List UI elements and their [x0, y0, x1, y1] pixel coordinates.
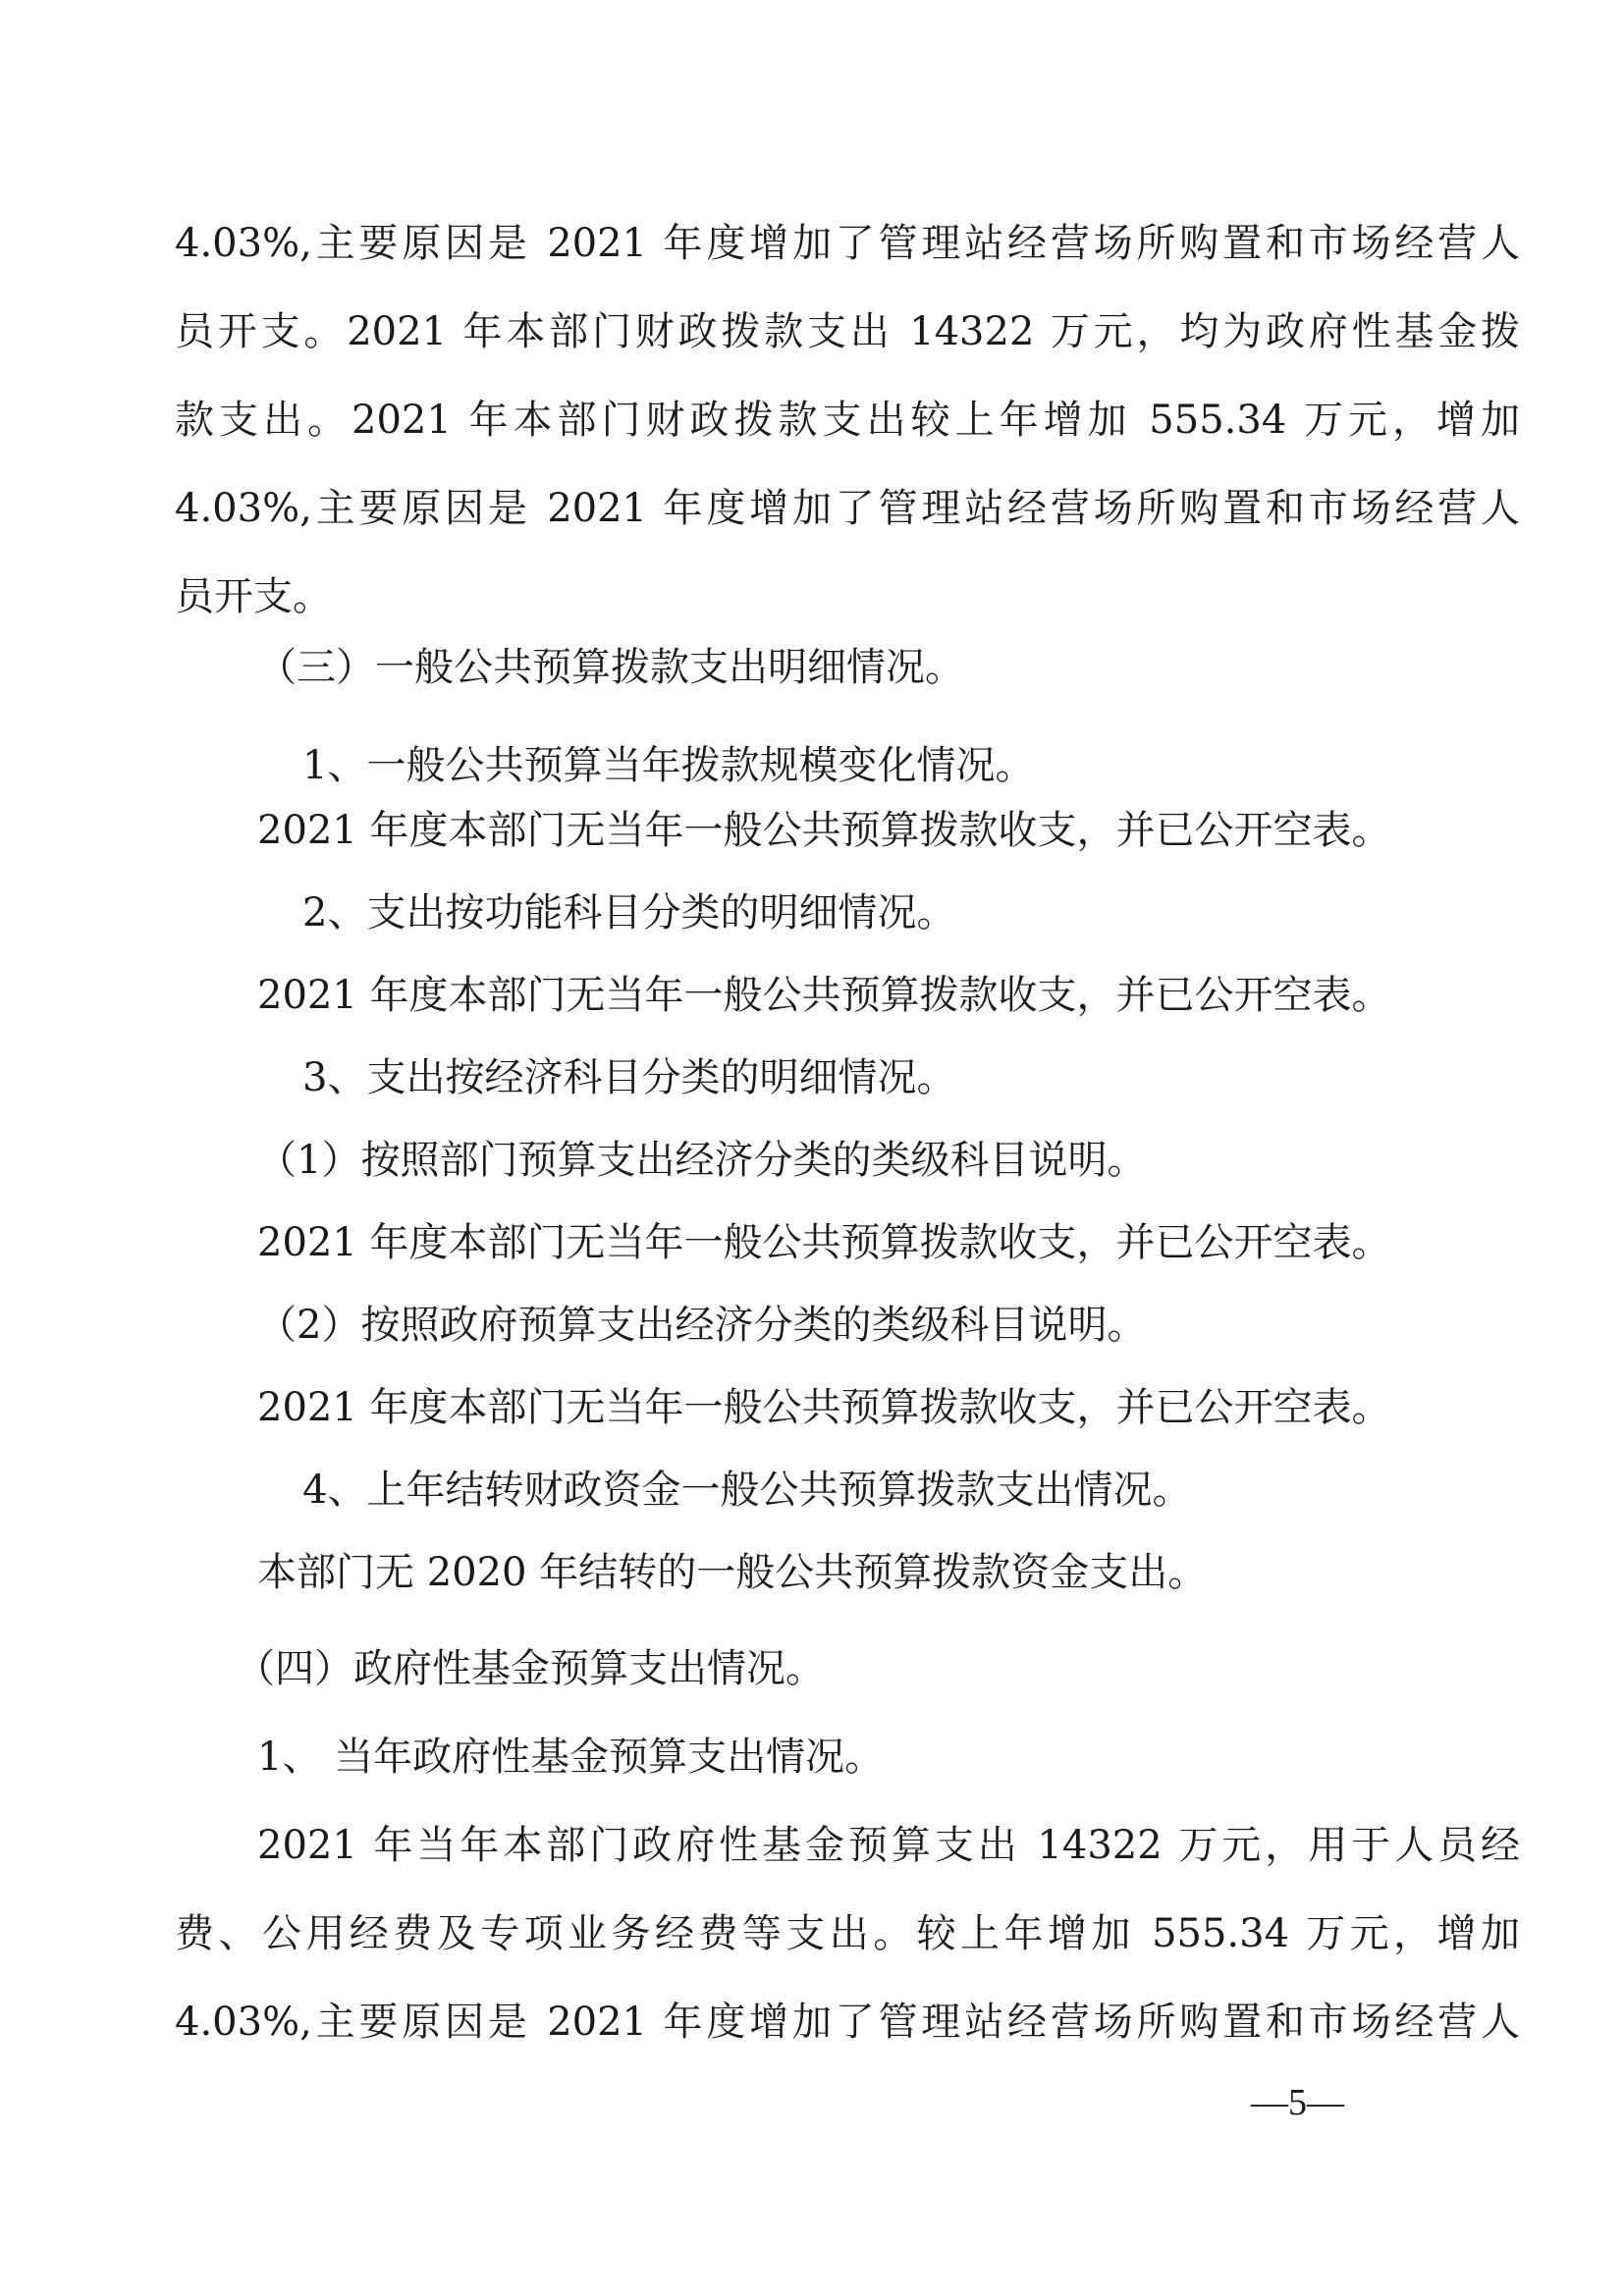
body-text-line: 款支出。2021 年本部门财政拨款支出较上年增加 555.34 万元，增加	[175, 398, 1520, 443]
subsection-heading: （1）按照部门预算支出经济分类的类级科目说明。	[257, 1138, 1147, 1183]
body-text-line: 2021 年度本部门无当年一般公共预算拨款收支，并已公开空表。	[257, 1385, 1391, 1430]
subsection-heading: （2）按照政府预算支出经济分类的类级科目说明。	[257, 1303, 1147, 1348]
section-heading: （三）一般公共预算拨款支出明细情况。	[257, 645, 964, 690]
body-text-line: 2021 年度本部门无当年一般公共预算拨款收支，并已公开空表。	[257, 973, 1391, 1018]
subsection-heading: 4、上年结转财政资金一般公共预算拨款支出情况。	[302, 1468, 1192, 1513]
section-heading: （四）政府性基金预算支出情况。	[236, 1646, 825, 1691]
body-text-line: 员开支。	[175, 574, 332, 619]
body-text-line: 2021 年度本部门无当年一般公共预算拨款收支，并已公开空表。	[257, 808, 1391, 853]
body-text-line: 2021 年当年本部门政府性基金预算支出 14322 万元，用于人员经	[257, 1823, 1520, 1868]
subsection-heading: 3、支出按经济科目分类的明细情况。	[302, 1055, 956, 1100]
body-text-line: 4.03%,主要原因是 2021 年度增加了管理站经营场所购置和市场经营人	[175, 486, 1520, 531]
body-text-line: 员开支。2021 年本部门财政拨款支出 14322 万元，均为政府性基金拨	[175, 309, 1520, 354]
subsection-heading: 2、支出按功能科目分类的明细情况。	[302, 890, 956, 935]
subsection-heading: 1、 当年政府性基金预算支出情况。	[257, 1735, 885, 1780]
subsection-heading: 1、一般公共预算当年拨款规模变化情况。	[302, 743, 1035, 788]
body-text-line: 2021 年度本部门无当年一般公共预算拨款收支，并已公开空表。	[257, 1220, 1391, 1265]
body-text-line: 4.03%,主要原因是 2021 年度增加了管理站经营场所购置和市场经营人	[175, 221, 1520, 266]
page-number: —5—	[1251, 2082, 1344, 2123]
body-text-line: 本部门无 2020 年结转的一般公共预算拨款资金支出。	[257, 1550, 1208, 1595]
body-text-line: 4.03%,主要原因是 2021 年度增加了管理站经营场所购置和市场经营人	[175, 2000, 1520, 2045]
body-text-line: 费、公用经费及专项业务经费等支出。较上年增加 555.34 万元，增加	[175, 1911, 1520, 1956]
